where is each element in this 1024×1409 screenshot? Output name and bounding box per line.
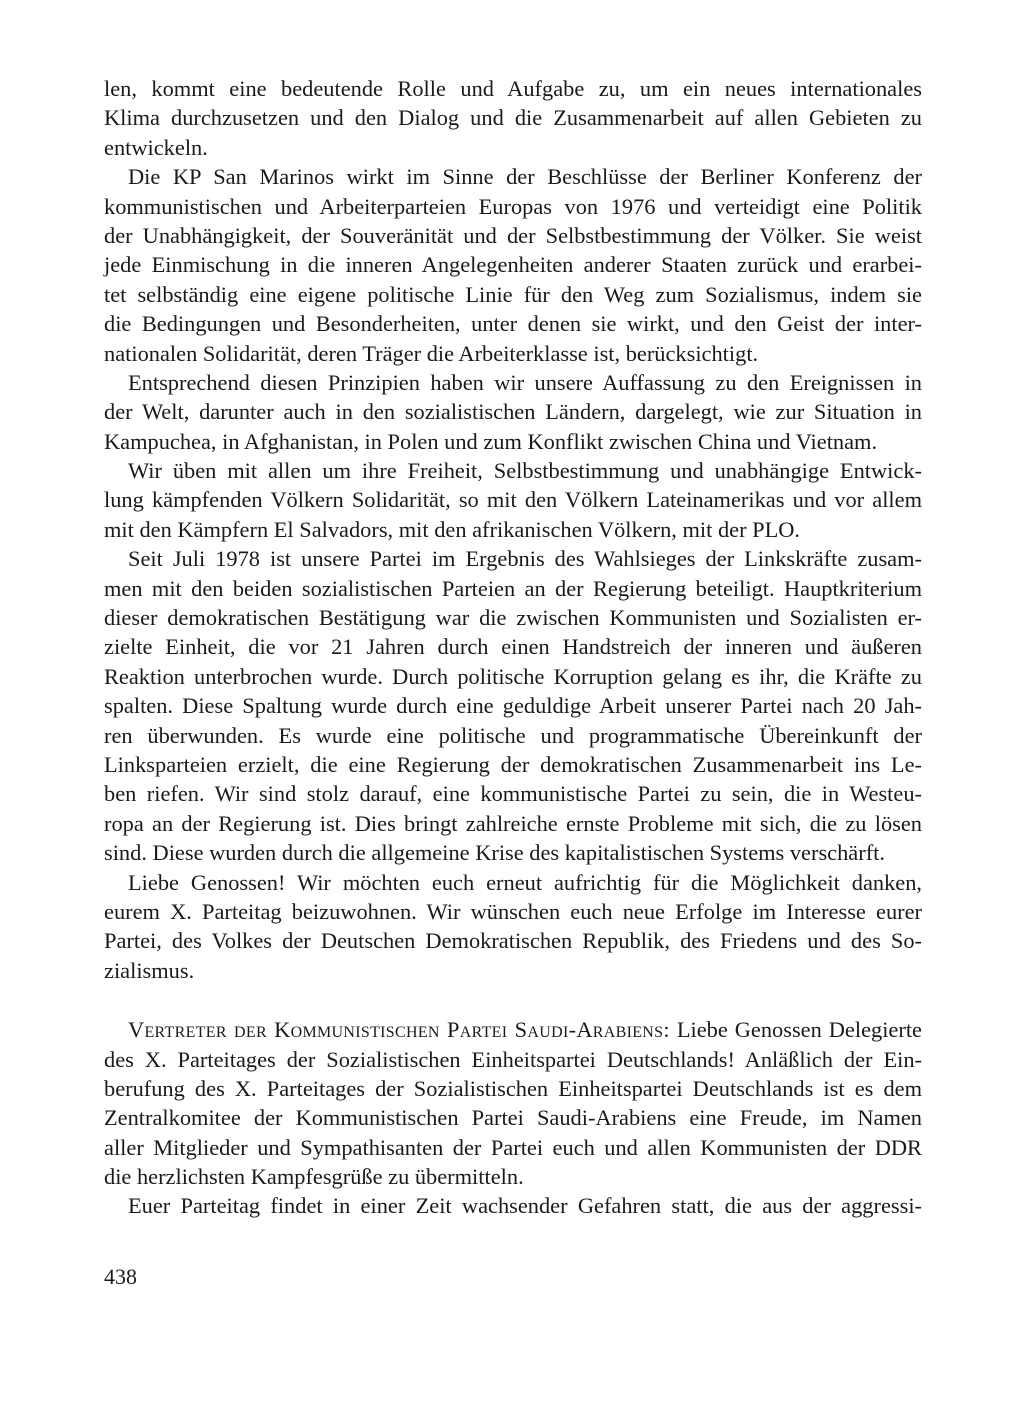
text-line: Die KP San Marinos wirkt im Sinne der Beschlüsse der Berliner Konferenz der — [128, 164, 922, 190]
text-line: aller Mitglieder und Sympathisanten der Partei euch und allen Kommunisten der DDR — [104, 1134, 922, 1160]
page-body — [104, 74, 922, 1221]
text-line: tet selbständig eine eigene politische Linie für den Weg zum Sozialismus, indem sie — [104, 281, 922, 307]
text-line: ben riefen. Wir sind stolz darauf, eine kommunistische Partei zu sein, die in Westeu- — [104, 781, 922, 807]
text-line: entwickeln. — [104, 134, 208, 160]
text-line: der Welt, darunter auch in den sozialistischen Ländern, dargelegt, wie zur Situation in — [104, 399, 922, 425]
text-line: zielte Einheit, die vor 21 Jahren durch einen Handstreich der inneren und äußeren — [104, 634, 922, 660]
text-line: len, kommt eine bedeutende Rolle und Aufgabe zu, um ein neues internationales — [104, 76, 922, 101]
text-line: Linksparteien erzielt, die eine Regierung der demokratischen Zusammenarbeit ins Le- — [104, 751, 922, 777]
text-line: Klima durchzusetzen und den Dialog und die Zusammenarbeit auf allen Gebieten zu — [104, 105, 922, 131]
text-line: lung kämpfenden Völkern Solidarität, so mit den Völkern Lateinamerikas und vor allem — [104, 487, 922, 513]
section-gap — [104, 985, 922, 1015]
paragraph — [104, 74, 922, 162]
text-line: men mit den beiden sozialistischen Parteien an der Regierung beteiligt. Hauptkriterium — [104, 575, 922, 601]
text-line: des X. Parteitages der Sozialistischen Einheitspartei Deutschlands! Anläßlich der Ein- — [104, 1046, 922, 1072]
text-line: Reaktion unterbrochen wurde. Durch politische Korruption gelang es ihr, die Kräfte zu — [104, 663, 922, 689]
text-line: ren überwunden. Es wurde eine politische und programmatische Übereinkunft der — [104, 722, 922, 748]
paragraphs — [104, 74, 922, 985]
speaker-section — [104, 1015, 922, 1221]
speaker-first-line — [104, 1015, 922, 1044]
text-line: Wir üben mit allen um ihre Freiheit, Selbstbestimmung und unabhängige Entwick- — [128, 458, 922, 484]
text-line: berufung des X. Parteitages der Sozialistischen Einheitspartei Deutschlands ist es dem — [104, 1075, 922, 1101]
text-line: ropa an der Regierung ist. Dies bringt zahlreiche ernste Probleme mit sich, die zu lösen — [104, 810, 922, 836]
speaker-first-line-text: Liebe Genossen Delegierte — [676, 1017, 922, 1043]
text-line: Kampuchea, in Afghanistan, in Polen und zum Konflikt zwischen China und Vietnam. — [104, 428, 878, 454]
text-line: nationalen Solidarität, deren Träger die Arbeiterklasse ist, berücksichtigt. — [104, 340, 759, 366]
text-line: zialismus. — [104, 957, 195, 983]
text-line: die herzlichsten Kampfesgrüße zu übermitteln. — [104, 1164, 524, 1190]
text-line: Partei, des Volkes der Deutschen Demokratischen Republik, des Friedens und des So- — [104, 928, 922, 954]
page-number: 438 — [104, 1264, 137, 1289]
text-line: Zentralkomitee der Kommunistischen Partei Saudi-Arabiens eine Freude, im Namen — [104, 1105, 922, 1131]
paragraph — [104, 544, 922, 867]
text-line: die Bedingungen und Besonderheiten, unter denen sie wirkt, und den Geist der inter- — [104, 311, 922, 337]
text-line: dieser demokratischen Bestätigung war die zwischen Kommunisten und Sozialisten er- — [104, 605, 922, 631]
paragraph — [104, 162, 922, 368]
speaker-label: Vertreter der Kommunistischen Partei Saudi-Arabiens: — [128, 1017, 670, 1043]
text-line: der Unabhängigkeit, der Souveränität und der Selbstbestimmung der Völker. Sie weist — [104, 222, 922, 248]
text-line: kommunistischen und Arbeiterparteien Europas von 1976 und verteidigt eine Politik — [104, 193, 922, 219]
text-line: spalten. Diese Spaltung wurde durch eine geduldige Arbeit unserer Partei nach 20 Jah- — [104, 693, 922, 719]
text-line: sind. Diese wurden durch die allgemeine Krise des kapitalistischen Systems verschärft. — [104, 840, 885, 866]
paragraph — [104, 368, 922, 456]
text-line: jede Einmischung in die inneren Angelegenheiten anderer Staaten zurück und erarbei- — [104, 252, 922, 278]
text-line: Entsprechend diesen Prinzipien haben wir unsere Auffassung zu den Ereignissen in — [128, 369, 922, 395]
text-line: mit den Kämpfern El Salvadors, mit den afrikanischen Völkern, mit der PLO. — [104, 516, 801, 542]
text-line: Liebe Genossen! Wir möchten euch erneut aufrichtig für die Möglichkeit danken, — [128, 869, 922, 895]
text-line: Euer Parteitag findet in einer Zeit wachsender Gefahren statt, die aus der aggressi- — [128, 1193, 922, 1219]
paragraph — [104, 456, 922, 544]
text-line: eurem X. Parteitag beizuwohnen. Wir wünschen euch neue Erfolge im Interesse eurer — [104, 898, 922, 924]
text-line: Seit Juli 1978 ist unsere Partei im Ergebnis des Wahlsieges der Linkskräfte zusam- — [128, 546, 922, 572]
paragraph — [104, 868, 922, 986]
